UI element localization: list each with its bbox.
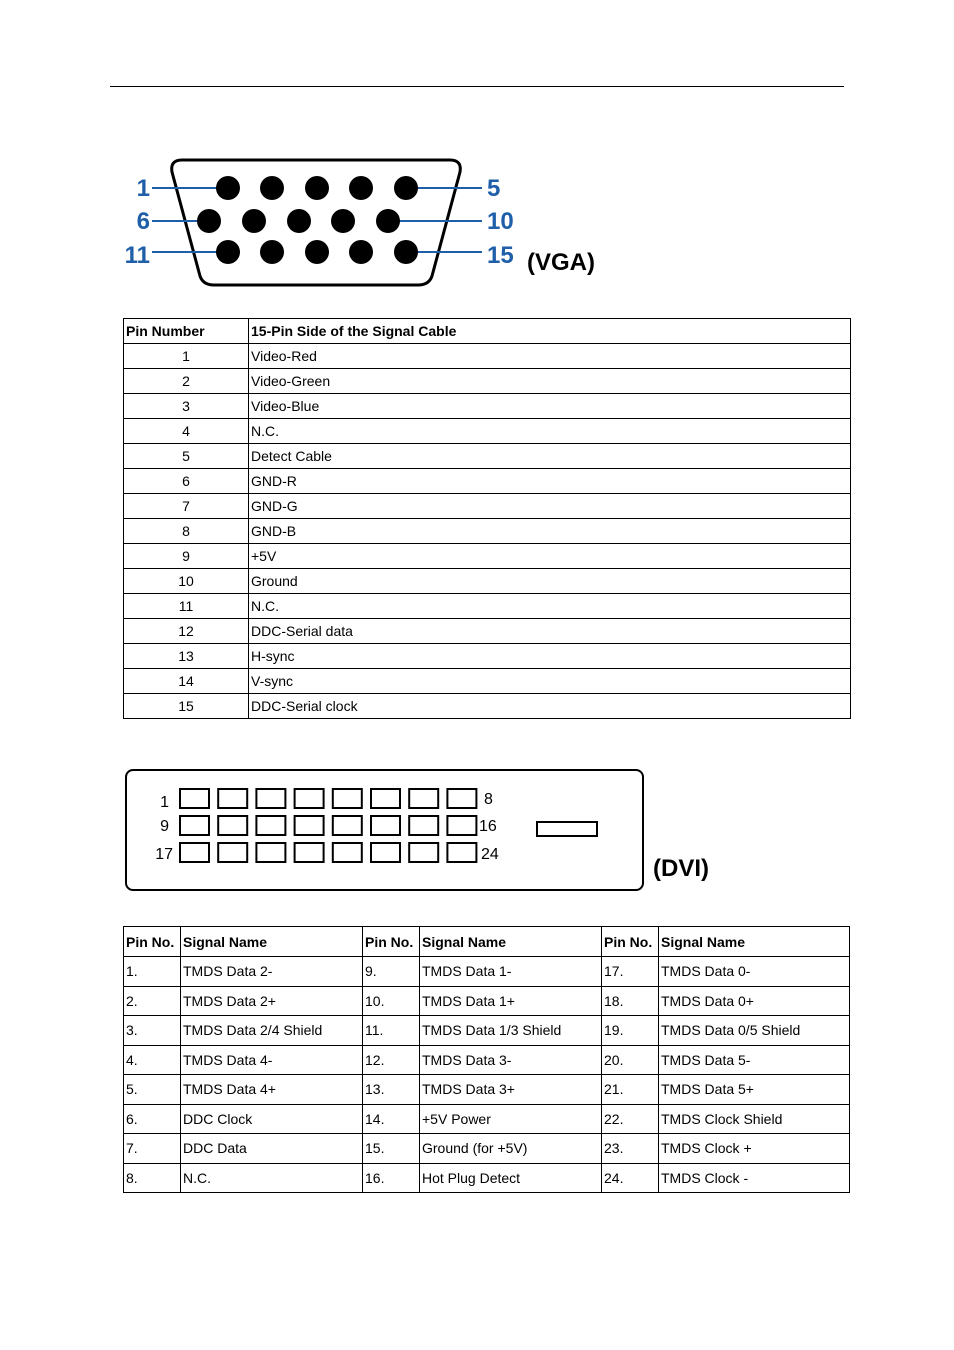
table-row [124,644,851,669]
signal-name-cell: TMDS Data 2- [181,957,363,987]
table-row [124,569,851,594]
pin-number-cell: 24. [602,1163,659,1193]
signal-name-cell: Ground [249,569,851,594]
vga-pin-3 [305,176,329,200]
table-row [124,1163,850,1193]
pin-number-cell: 15. [363,1134,420,1164]
vga-pin-2 [260,176,284,200]
table-row [124,1104,850,1134]
dvi-pin-10 [218,816,247,835]
signal-name-cell: N.C. [249,419,851,444]
vga-pin-label-5: 5 [487,175,501,202]
signal-name-cell: V-sync [249,669,851,694]
dvi-pin-11 [256,816,285,835]
column-header: Signal Name [181,927,363,957]
pin-number-cell: 11 [124,594,249,619]
vga-pin-11 [216,240,240,264]
dvi-pin-label-1: 1 [160,794,169,811]
table-row [124,619,851,644]
pin-number-cell: 6 [124,469,249,494]
signal-name-cell: +5V [249,544,851,569]
vga-pin-label-11: 11 [124,242,150,269]
signal-name-cell: TMDS Data 2+ [181,986,363,1016]
table-header-row [124,319,851,344]
signal-name-cell: Video-Red [249,344,851,369]
vga-pin-group [197,176,418,264]
vga-pin-1 [216,176,240,200]
pin-number-cell: 2. [124,986,181,1016]
signal-name-cell: TMDS Data 3- [420,1045,602,1075]
dvi-pin-14 [371,816,400,835]
dvi-pin-24 [447,843,476,862]
dvi-connector-diagram [0,760,740,900]
signal-name-cell: TMDS Data 2/4 Shield [181,1016,363,1046]
dvi-pin-3 [256,789,285,808]
vga-label: (VGA) [527,249,595,276]
dvi-pin-table [123,926,850,1193]
pin-number-cell: 18. [602,986,659,1016]
dvi-pin-19 [256,843,285,862]
dvi-pin-8 [447,789,476,808]
dvi-ground-blade [537,822,597,836]
pin-number-cell: 17. [602,957,659,987]
dvi-pin-1 [180,789,209,808]
dvi-pin-group [180,789,476,862]
table-header-row [124,927,850,957]
table-row [124,544,851,569]
vga-pin-6 [197,209,221,233]
dvi-pin-label-17: 17 [155,846,173,863]
vga-pin-8 [287,209,311,233]
pin-number-cell: 15 [124,694,249,719]
vga-pin-label-1: 1 [136,175,150,202]
table-row [124,694,851,719]
dvi-pin-18 [218,843,247,862]
table-row [124,344,851,369]
signal-name-cell: Video-Green [249,369,851,394]
column-header: Pin No. [124,927,181,957]
vga-pin-7 [242,209,266,233]
pin-number-cell: 11. [363,1016,420,1046]
pin-number-cell: 9. [363,957,420,987]
pin-number-cell: 13 [124,644,249,669]
table-row [124,594,851,619]
vga-pin-label-10: 10 [487,208,514,235]
dvi-pin-12 [295,816,324,835]
table-row [124,1134,850,1164]
dvi-pin-2 [218,789,247,808]
vga-pin-label-15: 15 [487,242,514,269]
dvi-pin-label-24: 24 [481,846,499,863]
signal-name-cell: GND-G [249,494,851,519]
signal-name-cell: TMDS Data 5- [659,1045,850,1075]
column-header: Pin Number [124,319,249,344]
signal-name-cell: H-sync [249,644,851,669]
signal-name-cell: +5V Power [420,1104,602,1134]
dvi-pin-17 [180,843,209,862]
dvi-pin-21 [333,843,362,862]
pin-number-cell: 8. [124,1163,181,1193]
dvi-pin-9 [180,816,209,835]
vga-pin-10 [376,209,400,233]
table-row [124,957,850,987]
table-row [124,1016,850,1046]
vga-pin-9 [331,209,355,233]
signal-name-cell: DDC Data [181,1134,363,1164]
dvi-pin-5 [333,789,362,808]
vga-pin-5 [394,176,418,200]
pin-number-cell: 14. [363,1104,420,1134]
column-header: 15-Pin Side of the Signal Cable [249,319,851,344]
dvi-pin-label-16: 16 [479,818,497,835]
dvi-pin-15 [409,816,438,835]
signal-name-cell: TMDS Data 0- [659,957,850,987]
pin-number-cell: 5 [124,444,249,469]
signal-name-cell: TMDS Data 3+ [420,1075,602,1105]
pin-number-cell: 19. [602,1016,659,1046]
signal-name-cell: N.C. [181,1163,363,1193]
signal-name-cell: TMDS Data 1+ [420,986,602,1016]
pin-number-cell: 2 [124,369,249,394]
signal-name-cell: TMDS Data 4+ [181,1075,363,1105]
signal-name-cell: TMDS Data 4- [181,1045,363,1075]
table-row [124,669,851,694]
dvi-pin-16 [447,816,476,835]
pin-number-cell: 13. [363,1075,420,1105]
signal-name-cell: TMDS Data 1/3 Shield [420,1016,602,1046]
signal-name-cell: N.C. [249,594,851,619]
pin-number-cell: 7 [124,494,249,519]
signal-name-cell: TMDS Data 0+ [659,986,850,1016]
dvi-pin-22 [371,843,400,862]
signal-name-cell: TMDS Data 5+ [659,1075,850,1105]
pin-number-cell: 12. [363,1045,420,1075]
vga-pin-label-6: 6 [136,208,150,235]
pin-number-cell: 7. [124,1134,181,1164]
table-row [124,986,850,1016]
signal-name-cell: Video-Blue [249,394,851,419]
vga-pin-4 [349,176,373,200]
signal-name-cell: TMDS Clock Shield [659,1104,850,1134]
dvi-pin-6 [371,789,400,808]
column-header: Signal Name [420,927,602,957]
pin-number-cell: 10. [363,986,420,1016]
pin-number-cell: 4. [124,1045,181,1075]
vga-pin-12 [260,240,284,264]
dvi-pin-20 [295,843,324,862]
dvi-pin-4 [295,789,324,808]
table-row [124,469,851,494]
signal-name-cell: TMDS Clock - [659,1163,850,1193]
pin-number-cell: 1 [124,344,249,369]
vga-connector-diagram [0,140,620,300]
column-header: Signal Name [659,927,850,957]
column-header: Pin No. [363,927,420,957]
pin-number-cell: 3. [124,1016,181,1046]
signal-name-cell: DDC-Serial data [249,619,851,644]
dvi-pin-23 [409,843,438,862]
pin-number-cell: 20. [602,1045,659,1075]
table-row [124,394,851,419]
table-row [124,1045,850,1075]
dvi-pin-7 [409,789,438,808]
dvi-pin-13 [333,816,362,835]
signal-name-cell: GND-B [249,519,851,544]
table-row [124,369,851,394]
table-row [124,444,851,469]
pin-number-cell: 1. [124,957,181,987]
signal-name-cell: TMDS Data 0/5 Shield [659,1016,850,1046]
vga-pin-13 [305,240,329,264]
pin-number-cell: 14 [124,669,249,694]
pin-number-cell: 21. [602,1075,659,1105]
signal-name-cell: GND-R [249,469,851,494]
pin-number-cell: 23. [602,1134,659,1164]
pin-number-cell: 5. [124,1075,181,1105]
signal-name-cell: TMDS Clock + [659,1134,850,1164]
pin-number-cell: 4 [124,419,249,444]
header-rule [110,86,844,87]
pin-number-cell: 12 [124,619,249,644]
pin-number-cell: 6. [124,1104,181,1134]
vga-pin-table [123,318,851,719]
signal-name-cell: DDC Clock [181,1104,363,1134]
pin-number-cell: 9 [124,544,249,569]
signal-name-cell: Detect Cable [249,444,851,469]
table-row [124,494,851,519]
signal-name-cell: DDC-Serial clock [249,694,851,719]
dvi-pin-label-8: 8 [484,791,493,808]
signal-name-cell: TMDS Data 1- [420,957,602,987]
signal-name-cell: Hot Plug Detect [420,1163,602,1193]
pin-number-cell: 8 [124,519,249,544]
table-row [124,419,851,444]
table-row [124,1075,850,1105]
pin-number-cell: 3 [124,394,249,419]
vga-pin-15 [394,240,418,264]
table-row [124,519,851,544]
column-header: Pin No. [602,927,659,957]
dvi-pin-label-9: 9 [160,818,169,835]
pin-number-cell: 22. [602,1104,659,1134]
pin-number-cell: 16. [363,1163,420,1193]
pin-number-cell: 10 [124,569,249,594]
signal-name-cell: Ground (for +5V) [420,1134,602,1164]
dvi-label: (DVI) [653,855,709,882]
vga-pin-14 [349,240,373,264]
